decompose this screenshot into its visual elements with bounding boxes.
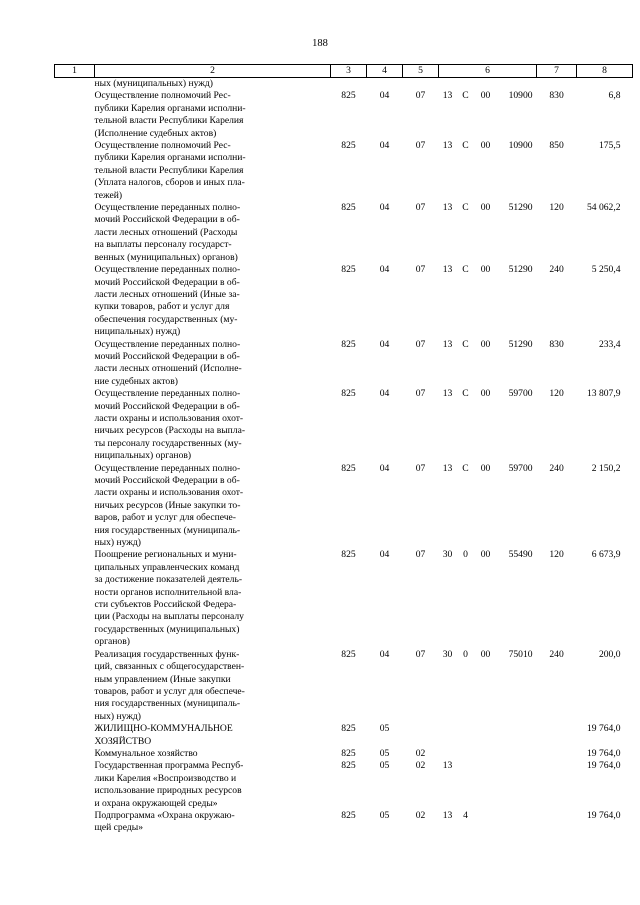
cell-c7: 850 xyxy=(549,140,564,152)
budget-table xyxy=(54,64,633,835)
cell-c3: 825 xyxy=(341,648,356,660)
cell-c5: 07 xyxy=(415,338,426,350)
cell-c4: 04 xyxy=(379,549,390,561)
cell-t1: 13 xyxy=(442,202,453,214)
cell-t4: 51290 xyxy=(508,264,533,276)
cell-c4: 04 xyxy=(379,140,390,152)
cell-c5: 02 xyxy=(415,747,426,759)
table-row xyxy=(55,549,633,648)
cell-name: Осуществление переданных полно- мочий Российской Федерации в об- ласти лесных отношений (Иные за- купки товаров, работ и услуг для обеспечения государственных (му- ниципальных) нужд) xyxy=(94,264,241,338)
table-row xyxy=(55,90,633,140)
cell-t2: С xyxy=(462,202,469,214)
cell-c3: 825 xyxy=(341,723,356,735)
cell-c5: 07 xyxy=(415,462,426,474)
cell-t2: С xyxy=(462,462,469,474)
cell-c4: 05 xyxy=(379,723,390,735)
cell-c5: 02 xyxy=(415,760,426,772)
cell-t4: 59700 xyxy=(508,462,533,474)
cell-t2: 4 xyxy=(463,809,468,821)
cell-t1: 30 xyxy=(442,648,453,660)
cell-t1: 13 xyxy=(442,462,453,474)
cell-t2: 0 xyxy=(463,549,468,561)
page-number: 188 xyxy=(312,38,328,49)
cell-t4: 55490 xyxy=(508,549,533,561)
cell-c4: 04 xyxy=(379,202,390,214)
cell-name: Осуществление переданных полно- мочий Российской Федерации в об- ласти лесных отношений (Расходы на выплаты персоналу государст- венных (муниципальных) органов) xyxy=(94,202,241,263)
cell-t1 xyxy=(439,748,457,760)
cell-name: Реализация государственных функ- ций, связанных с общегосударствен- ным управлением (Иные закупки товаров, работ и услуг для обеспече- ния государственных (муниципаль- ных) нужд) xyxy=(94,648,245,722)
cell-t1: 13 xyxy=(442,140,453,152)
cell-t3 xyxy=(475,723,497,748)
table-row xyxy=(55,723,633,748)
cell-c5: 07 xyxy=(415,264,426,276)
cell-t4: 75010 xyxy=(508,648,533,660)
cell-t1 xyxy=(439,78,457,91)
cell-c7: 120 xyxy=(549,388,564,400)
cell-c4: 04 xyxy=(379,338,390,350)
cell-c5 xyxy=(403,78,439,91)
table-row xyxy=(55,748,633,760)
cell-c8: 200,0 xyxy=(598,648,621,660)
table-row xyxy=(55,388,633,462)
header-col-7: 7 xyxy=(537,65,577,78)
cell-t4 xyxy=(497,760,537,810)
cell-t1: 30 xyxy=(442,549,453,561)
table-row xyxy=(55,140,633,202)
cell-c7 xyxy=(537,748,577,760)
cell-c4: 05 xyxy=(379,809,390,821)
cell-t3 xyxy=(475,810,497,835)
cell-c8: 5 250,4 xyxy=(591,264,621,276)
cell-t4 xyxy=(497,723,537,748)
cell-c3: 825 xyxy=(341,388,356,400)
cell-c7: 830 xyxy=(549,90,564,102)
cell-c3: 825 xyxy=(341,809,356,821)
cell-c1 xyxy=(55,649,95,723)
cell-c5 xyxy=(403,723,439,748)
cell-t3: 00 xyxy=(480,549,491,561)
cell-t1 xyxy=(439,723,457,748)
cell-t2: С xyxy=(462,264,469,276)
cell-name: ЖИЛИЩНО-КОММУНАЛЬНОЕ ХОЗЯЙСТВО xyxy=(94,723,233,747)
cell-c7 xyxy=(537,78,577,91)
cell-t2 xyxy=(457,748,475,760)
cell-c8: 6,8 xyxy=(608,90,621,102)
cell-c5: 07 xyxy=(415,648,426,660)
table-row xyxy=(55,649,633,723)
cell-c8: 13 807,9 xyxy=(586,388,621,400)
cell-c5: 02 xyxy=(415,809,426,821)
cell-c8: 2 150,2 xyxy=(591,462,621,474)
cell-t2 xyxy=(457,78,475,91)
cell-c3: 825 xyxy=(341,338,356,350)
cell-c8: 19 764,0 xyxy=(586,760,621,772)
cell-t1: 13 xyxy=(442,264,453,276)
cell-c5: 07 xyxy=(415,90,426,102)
cell-t1: 13 xyxy=(442,90,453,102)
cell-t1: 13 xyxy=(442,338,453,350)
cell-t3: 00 xyxy=(480,648,491,660)
cell-t3 xyxy=(475,748,497,760)
cell-c7 xyxy=(537,760,577,810)
table-row xyxy=(55,339,633,389)
header-col-6: 6 xyxy=(439,65,537,78)
cell-t4 xyxy=(497,810,537,835)
cell-c7: 120 xyxy=(549,549,564,561)
cell-c8 xyxy=(577,78,633,91)
cell-t1: 13 xyxy=(442,388,453,400)
cell-t4: 51290 xyxy=(508,338,533,350)
cell-t3: 00 xyxy=(480,462,491,474)
cell-name: Осуществление переданных полно- мочий Российской Федерации в об- ласти лесных отношений (Исполне- ние судебных актов) xyxy=(94,338,242,387)
cell-t2: 0 xyxy=(463,648,468,660)
cell-c3: 825 xyxy=(341,747,356,759)
cell-c3: 825 xyxy=(341,549,356,561)
cell-c4: 04 xyxy=(379,264,390,276)
cell-c1 xyxy=(55,463,95,550)
table-row xyxy=(55,78,633,91)
cell-t3 xyxy=(475,760,497,810)
cell-t4: 10900 xyxy=(508,140,533,152)
cell-t2: С xyxy=(462,90,469,102)
cell-c8: 19 764,0 xyxy=(586,747,621,759)
cell-c1 xyxy=(55,760,95,810)
cell-c8: 19 764,0 xyxy=(586,723,621,735)
cell-c8: 54 062,2 xyxy=(586,202,621,214)
cell-c3: 825 xyxy=(341,264,356,276)
cell-c1 xyxy=(55,90,95,140)
cell-name: Государственная программа Респуб- лики Карелия «Воспроизводство и использование природных ресурсов и охрана окружающей среды» xyxy=(94,760,244,809)
cell-t3: 00 xyxy=(480,388,491,400)
table-row xyxy=(55,463,633,550)
cell-c1 xyxy=(55,748,95,760)
cell-c7: 240 xyxy=(549,264,564,276)
cell-c4 xyxy=(367,78,403,91)
cell-c7: 240 xyxy=(549,462,564,474)
cell-c4: 05 xyxy=(379,760,390,772)
cell-c8: 233,4 xyxy=(598,338,621,350)
cell-c1 xyxy=(55,549,95,648)
cell-c4: 04 xyxy=(379,462,390,474)
cell-t2 xyxy=(457,760,475,810)
cell-c3: 825 xyxy=(341,140,356,152)
header-col-5: 5 xyxy=(403,65,439,78)
cell-c1 xyxy=(55,78,95,91)
cell-c7: 830 xyxy=(549,338,564,350)
cell-c4: 04 xyxy=(379,90,390,102)
cell-t1: 13 xyxy=(442,809,453,821)
cell-c3: 825 xyxy=(341,462,356,474)
cell-t3: 00 xyxy=(480,338,491,350)
cell-t3: 00 xyxy=(480,90,491,102)
cell-name: Осуществление полномочий Рес- публики Карелия органами исполни- тельной власти Республики Карелия (Уплата налогов, сборов и иных пла- тежей) xyxy=(94,140,246,201)
cell-c5: 07 xyxy=(415,140,426,152)
cell-t1: 13 xyxy=(442,760,453,772)
cell-name: Осуществление переданных полно- мочий Российской Федерации в об- ласти охраны и использования охот- ничьих ресурсов (Расходы на выпла- ты персоналу государственных (му- ниципальных) органов) xyxy=(94,388,246,462)
header-col-4: 4 xyxy=(367,65,403,78)
cell-c8: 6 673,9 xyxy=(591,549,621,561)
cell-name: Осуществление переданных полно- мочий Российской Федерации в об- ласти охраны и использования охот- ничьих ресурсов (Иные закупки то- варов, работ и услуг для обеспече- ния государственных (муниципаль- ных) нужд) xyxy=(94,462,244,549)
table-row xyxy=(55,202,633,264)
cell-t4 xyxy=(497,78,537,91)
cell-t4 xyxy=(497,748,537,760)
header-col-3: 3 xyxy=(331,65,367,78)
cell-t4: 10900 xyxy=(508,90,533,102)
cell-t2: С xyxy=(462,338,469,350)
cell-c3 xyxy=(331,78,367,91)
cell-c1 xyxy=(55,264,95,338)
cell-name: Осуществление полномочий Рес- публики Карелия органами исполни- тельной власти Республики Карелия (Исполнение судебных актов) xyxy=(94,90,246,139)
header-col-2: 2 xyxy=(95,65,331,78)
cell-c8: 19 764,0 xyxy=(586,809,621,821)
cell-c7: 120 xyxy=(549,202,564,214)
cell-t3 xyxy=(475,78,497,91)
cell-c1 xyxy=(55,140,95,202)
cell-t2: С xyxy=(462,388,469,400)
cell-c1 xyxy=(55,810,95,835)
cell-t3: 00 xyxy=(480,202,491,214)
cell-c4: 04 xyxy=(379,388,390,400)
header-col-8: 8 xyxy=(577,65,633,78)
cell-c1 xyxy=(55,202,95,264)
cell-c4: 04 xyxy=(379,648,390,660)
table-row xyxy=(55,264,633,338)
cell-c4: 05 xyxy=(379,747,390,759)
cell-c3: 825 xyxy=(341,202,356,214)
cell-t3: 00 xyxy=(480,140,491,152)
cell-c1 xyxy=(55,723,95,748)
table-row xyxy=(55,810,633,835)
cell-t4: 59700 xyxy=(508,388,533,400)
cell-c7: 240 xyxy=(549,648,564,660)
cell-t3: 00 xyxy=(480,264,491,276)
cell-c7 xyxy=(537,723,577,748)
cell-t2 xyxy=(457,723,475,748)
cell-c8: 175,5 xyxy=(598,140,621,152)
cell-c3: 825 xyxy=(341,90,356,102)
cell-c1 xyxy=(55,388,95,462)
cell-name: ных (муниципальных) нужд) xyxy=(94,78,213,89)
cell-c5: 07 xyxy=(415,388,426,400)
cell-t2: С xyxy=(462,140,469,152)
cell-name: Подпрограмма «Охрана окружаю- щей среды» xyxy=(94,809,235,834)
cell-c5: 07 xyxy=(415,549,426,561)
header-row xyxy=(55,65,633,78)
cell-c3: 825 xyxy=(341,760,356,772)
cell-name: Поощрение региональных и муни- ципальных управленческих команд за достижение показателей деятель- ности органов исполнительной вла- сти субъектов Российской Федера- ции (Расходы на выплаты персоналу государственных (муниципальных) органов) xyxy=(94,549,244,648)
cell-c1 xyxy=(55,339,95,389)
cell-c5: 07 xyxy=(415,202,426,214)
cell-name: Коммунальное хозяйство xyxy=(94,747,198,759)
header-col-1: 1 xyxy=(55,65,95,78)
cell-t4: 51290 xyxy=(508,202,533,214)
cell-c7 xyxy=(537,810,577,835)
table-row xyxy=(55,760,633,810)
